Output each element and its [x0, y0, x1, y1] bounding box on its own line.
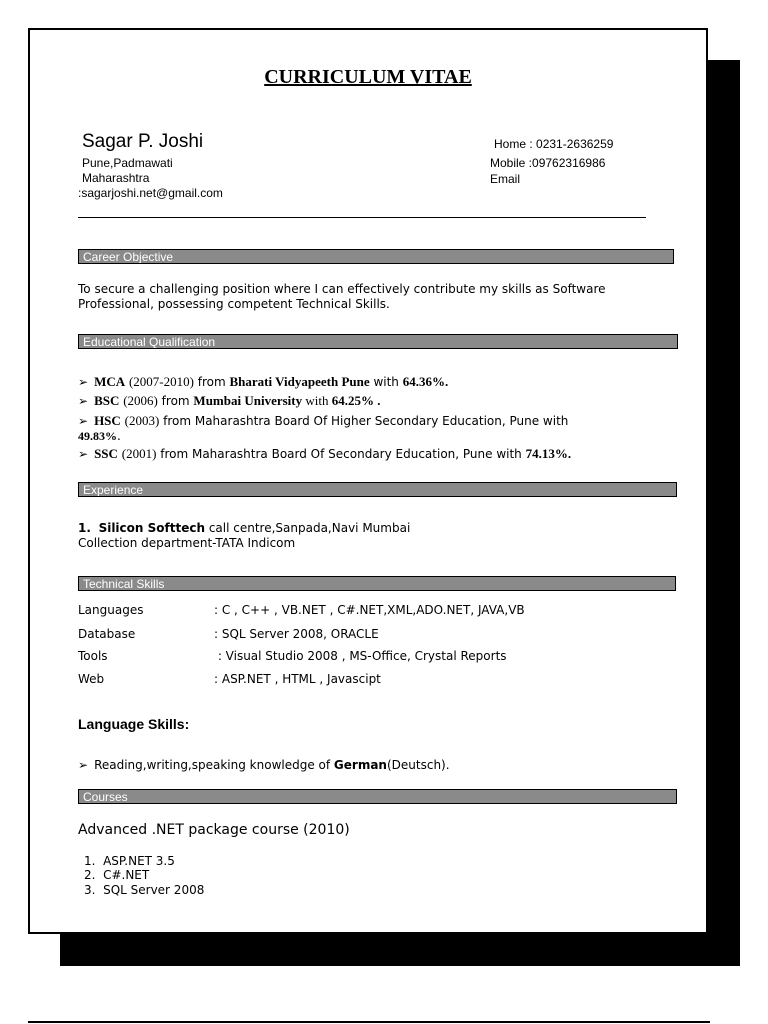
education-item-hsc: ➢ HSC (2003) from Maharashtra Board Of Higher Secondary Education, Pune with: [78, 413, 569, 428]
arrow-bullet-icon: ➢: [78, 414, 89, 428]
career-line2: Professional, possessing competent Technical Skills.: [78, 297, 390, 311]
experience-line1: 1. Silicon Softtech call centre,Sanpada,Navi Mumbai: [78, 521, 411, 535]
tech-value-tools: : Visual Studio 2008 , MS-Office, Crystal Reports: [214, 649, 507, 663]
course-item-2: 2. C#.NET: [84, 868, 150, 882]
education-item-mca: ➢ MCA (2007-2010) from Bharati Vidyapeeth Pune with 64.36%.: [78, 374, 449, 389]
home-phone: [494, 137, 613, 151]
section-education: Educational Qualification: [78, 334, 678, 349]
resume-page: [28, 28, 708, 934]
courses-heading: Advanced .NET package course (2010): [78, 822, 350, 838]
home-value: 0231-2636259: [536, 137, 614, 151]
tech-label-web: Web: [78, 672, 105, 686]
home-label: Home :: [494, 137, 533, 151]
mobile-value: 09762316986: [532, 156, 606, 170]
arrow-bullet-icon: ➢: [78, 758, 89, 772]
arrow-bullet-icon: ➢: [78, 447, 89, 461]
course-item-3: 3. SQL Server 2008: [84, 883, 205, 897]
header-divider: [78, 217, 646, 218]
section-experience: Experience: [78, 482, 677, 497]
language-skills-item: ➢ Reading,writing,speaking knowledge of German(Deutsch).: [78, 758, 450, 772]
mobile-label: Mobile :: [490, 156, 533, 170]
arrow-bullet-icon: ➢: [78, 375, 89, 389]
tech-label-tools: Tools: [78, 649, 108, 663]
section-career-objective: Career Objective: [78, 249, 674, 264]
email-label: Email: [490, 172, 521, 186]
company-name: Silicon Softtech: [98, 521, 205, 535]
tech-label-database: Database: [78, 627, 136, 641]
career-line1: To secure a challenging position where I can effectively contribute my skills as Software: [78, 282, 606, 296]
tech-value-web: : ASP.NET , HTML , Javascipt: [214, 672, 381, 686]
education-hsc-score: 49.83%.: [78, 429, 121, 443]
tech-value-database: : SQL Server 2008, ORACLE: [214, 627, 379, 641]
language-skills-heading: Language Skills:: [78, 716, 190, 732]
bottom-divider: [28, 1021, 710, 1023]
tech-value-languages: : C , C++ , VB.NET , C#.NET,XML,ADO.NET, JAVA,VB: [214, 603, 525, 617]
candidate-name: Sagar P. Joshi: [82, 131, 204, 152]
tech-label-languages: Languages: [78, 603, 144, 617]
email-address[interactable]: :sagarjoshi.net@gmail.com: [78, 186, 223, 200]
education-item-ssc: ➢ SSC (2001) from Maharashtra Board Of Secondary Education, Pune with 74.13%.: [78, 446, 572, 461]
education-item-bsc: ➢ BSC (2006) from Mumbai University with 64.25% .: [78, 393, 381, 408]
arrow-bullet-icon: ➢: [78, 394, 89, 408]
address-line1: Pune,Padmawati: [82, 156, 173, 170]
page-title: CURRICULUM VITAE: [264, 66, 472, 88]
section-courses: Courses: [78, 789, 677, 804]
address-line2: Maharashtra: [82, 171, 150, 185]
course-item-1: 1. ASP.NET 3.5: [84, 854, 175, 868]
section-technical-skills: Technical Skills: [78, 576, 676, 591]
experience-line2: Collection department-TATA Indicom: [78, 536, 296, 550]
mobile-phone: [490, 156, 605, 170]
